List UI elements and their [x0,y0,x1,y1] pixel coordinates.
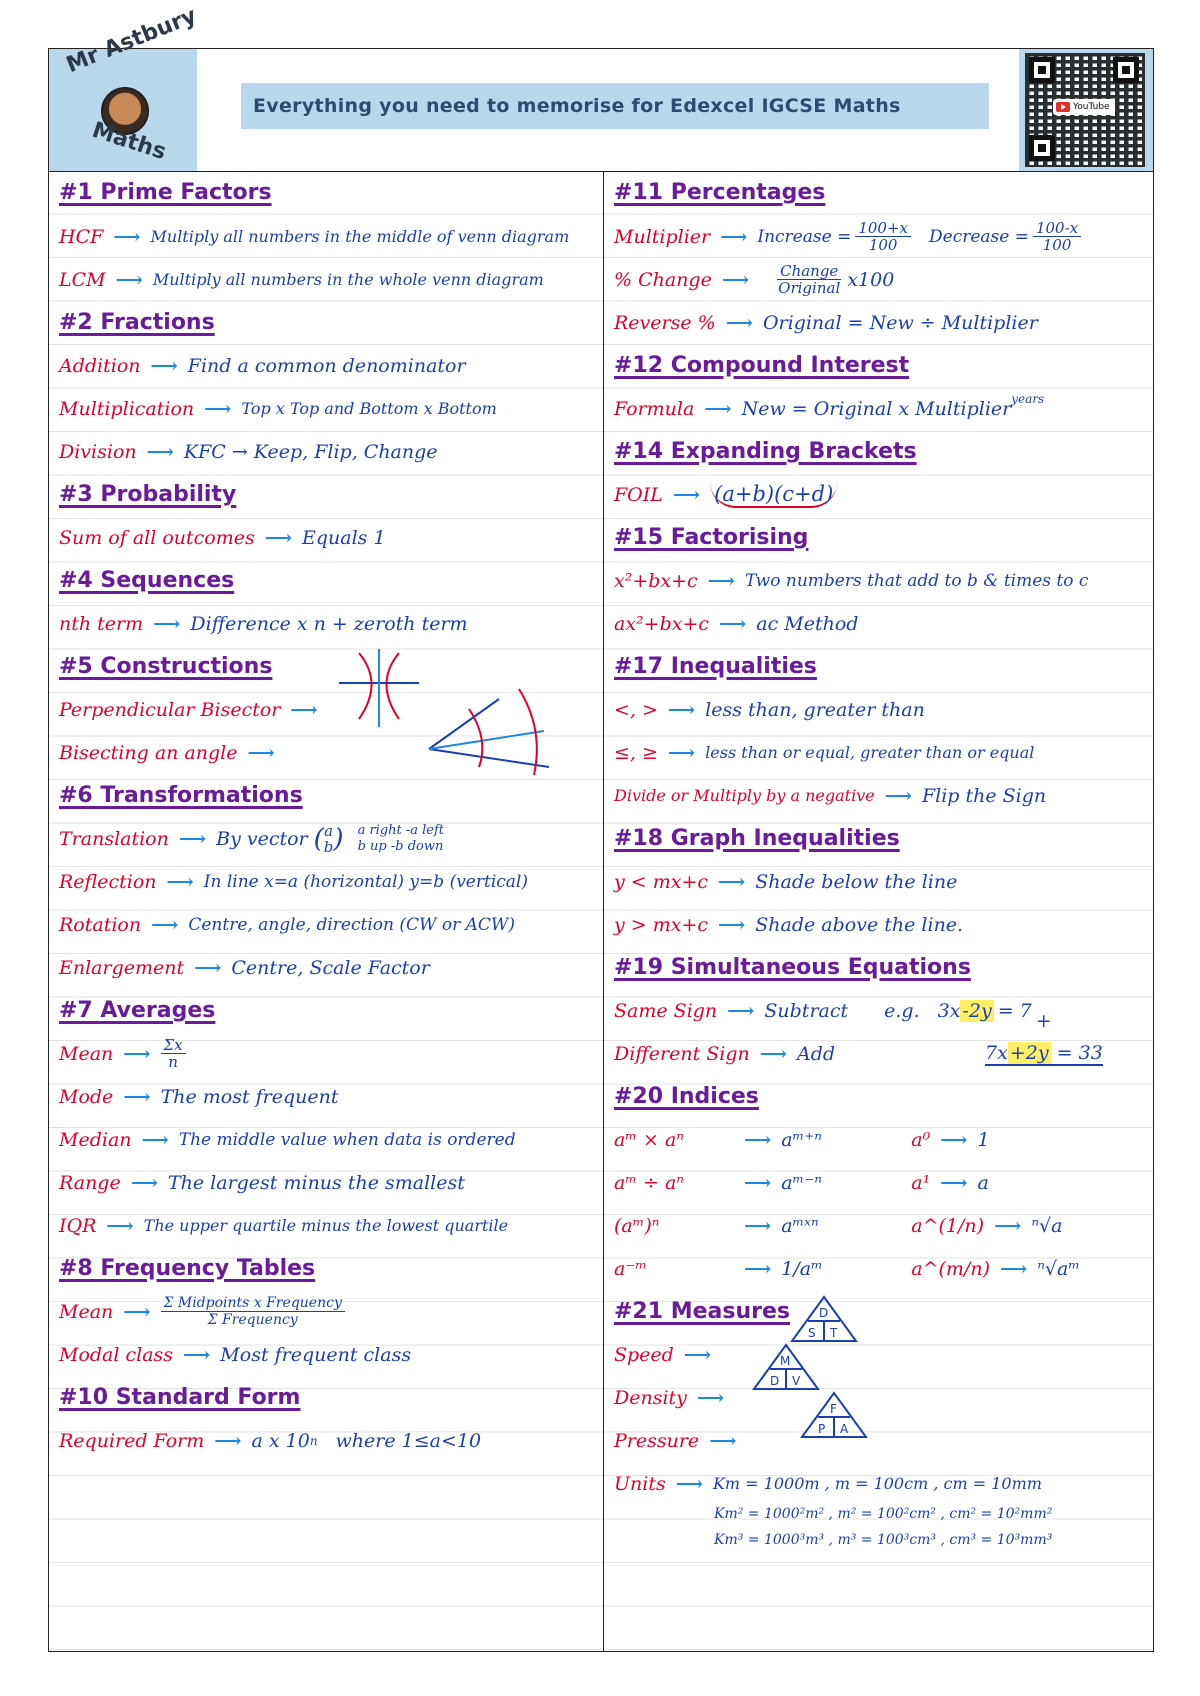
term: Required Form [59,1429,205,1452]
list-item [59,344,597,387]
section-heading [614,1075,1147,1118]
equation-term: -2y [962,999,992,1022]
list-item [59,1204,597,1247]
tri2-top: M [780,1354,791,1368]
logo-bottom-text: Maths [88,117,170,166]
definition: Add [797,1042,836,1065]
equation-term: 3x [937,999,961,1022]
list-item [59,516,597,559]
arrow-icon: ⟶ [721,268,750,291]
list-item [59,817,597,860]
term: Perpendicular Bisector [59,698,281,721]
term: ax²+bx+c [614,612,710,635]
term: a⁻ᵐ [614,1257,648,1280]
arrow-icon: ⟶ [290,698,318,721]
term: FOIL [614,483,663,506]
vector-bracket: ( [313,823,324,854]
heading-text: #6 Transformations [59,783,303,808]
list-item [614,989,1147,1032]
definition: Km³ = 1000³m³ , m³ = 100³cm³ , cm³ = 10³mm³ [714,1532,1053,1548]
arrow-icon: ⟶ [759,1042,787,1065]
definition: New = Original x Multiplier [741,397,1012,420]
note-line: a right -a left [357,822,445,838]
arrow-icon: ⟶ [675,1472,703,1495]
term: y > mx+c [614,913,709,936]
definition: aᵐ⁻ⁿ [781,1171,822,1194]
arrow-icon: ⟶ [718,913,746,936]
definition: aᵐ⁺ⁿ [781,1128,822,1151]
list-item [614,1032,1147,1075]
tri2-left: D [770,1374,780,1388]
term: Multiplication [59,397,195,420]
list-item [614,774,1147,817]
list-item [614,387,1147,430]
arrow-icon: ⟶ [709,1429,737,1452]
list-item [614,301,1147,344]
vector-bracket: ) [333,823,344,854]
fraction [855,220,911,253]
qr-eye-icon [1029,57,1055,83]
section-heading [614,430,1147,473]
definition: Centre, Scale Factor [231,956,430,979]
list-item [59,1161,597,1204]
numerator: Change [777,263,841,280]
qr-eye-icon [1113,57,1139,83]
term: Reverse % [614,311,716,334]
youtube-icon [1056,102,1070,112]
definition: Flip the Sign [921,784,1047,807]
term: a¹ [911,1171,931,1194]
heading-text: #4 Sequences [59,568,235,593]
logo-top-text: Mr Astbury [63,3,200,79]
list-item [614,258,1147,301]
definition: Km = 1000m , m = 100cm , cm = 10mm [712,1474,1042,1493]
definition: The middle value when data is ordered [178,1129,516,1150]
heading-text: #21 Measures [614,1299,790,1324]
arrow-icon: ⟶ [113,225,141,248]
arrow-icon: ⟶ [194,956,222,979]
denominator: Original [778,279,841,297]
section-heading [59,171,597,214]
term: Enlargement [59,956,185,979]
arrow-icon: ⟶ [166,870,194,893]
term: aᵐ ÷ aⁿ [614,1171,685,1194]
arrow-icon: ⟶ [153,612,181,635]
arrow-icon: ⟶ [683,1343,712,1366]
tri3-right: A [840,1422,849,1436]
heading-text: #19 Simultaneous Equations [614,955,971,980]
term: LCM [59,268,106,291]
definition: Multiply all numbers in the middle of venn diagram [150,227,570,246]
tri3-left: P [818,1422,826,1436]
arrow-icon: ⟶ [141,1128,169,1151]
arrow-icon: ⟶ [106,1214,134,1237]
arrow-icon: ⟶ [999,1257,1028,1280]
arrow-icon: ⟶ [667,698,696,721]
section-heading [59,774,597,817]
tri1-top: D [819,1306,829,1320]
arrow-icon: ⟶ [247,741,275,764]
section-heading [59,301,597,344]
arrow-icon: ⟶ [744,1128,772,1151]
heading-text: #8 Frequency Tables [59,1256,316,1281]
construction-diagram [329,649,569,779]
definition: Top x Top and Bottom x Bottom [241,399,497,418]
term: Same Sign [614,999,718,1022]
list-item [614,559,1147,602]
numerator: 100+x [855,220,911,237]
definition: a x 10 [251,1429,310,1452]
list-item [614,215,1147,258]
definition: ac Method [756,612,859,635]
page-title: Everything you need to memorise for Edexcel IGCSE Maths [253,95,901,117]
term: Speed [614,1343,674,1366]
list-item [59,1333,597,1376]
term: Median [59,1128,132,1151]
tri2-right: V [792,1374,801,1388]
arrow-icon: ⟶ [718,870,746,893]
arrow-icon: ⟶ [151,913,179,936]
heading-text: #15 Factorising [614,525,809,550]
definition: By vector [216,827,308,850]
term: Pressure [614,1429,700,1452]
list-item [59,387,597,430]
fraction [161,1295,345,1328]
definition: Difference x n + zeroth term [190,612,468,635]
term: Divide or Multiply by a negative [614,786,875,805]
term: Multiplier [614,225,711,248]
definition: ⁿ√aᵐ [1037,1257,1081,1280]
list-item [59,430,597,473]
definition: The upper quartile minus the lowest quartile [143,1216,509,1235]
term: Sum of all outcomes [59,526,255,549]
right-column [604,171,1153,1651]
section-heading [59,989,597,1032]
definition: Shade below the line [755,870,958,893]
formula-triangles [764,1295,884,1465]
term: x²+bx+c [614,569,698,592]
heading-text: #10 Standard Form [59,1385,301,1410]
arrow-icon: ⟶ [214,1429,242,1452]
definition: Find a common denominator [187,354,466,377]
arrow-icon: ⟶ [123,1085,151,1108]
heading-text: #20 Indices [614,1084,759,1109]
denominator: 100 [868,236,898,254]
equation-term: = 7 [997,999,1032,1022]
arrow-icon: ⟶ [720,225,748,248]
heading-text: #1 Prime Factors [59,180,272,205]
header [49,3,1153,172]
term: y < mx+c [614,870,709,893]
list-item [614,860,1147,903]
vector [324,823,334,855]
term: Different Sign [614,1042,750,1065]
logo [49,3,200,171]
term: Range [59,1171,121,1194]
term: ≤, ≥ [614,741,658,764]
numerator: Σ Midpoints x Frequency [161,1295,345,1312]
section-heading [614,817,1147,860]
list-item [614,688,1147,731]
list-item [59,946,597,989]
exponent: years [1011,391,1045,406]
equation-term: +2y [1009,1041,1049,1064]
term: Formula [614,397,695,420]
definition: (a+b)(c+d) [710,482,837,508]
list-item [59,215,597,258]
definition: Subtract [764,999,849,1022]
arrow-icon: ⟶ [264,526,292,549]
heading-text: #2 Fractions [59,310,215,335]
definition: ⁿ√a [1031,1214,1063,1237]
list-item [59,1419,597,1462]
equation-term: 7x [985,1041,1008,1064]
term: Reflection [59,870,157,893]
heading-text: #18 Graph Inequalities [614,826,900,851]
term: a⁰ [911,1128,931,1151]
list-item [59,602,597,645]
list-item [59,860,597,903]
definition: Centre, angle, direction (CW or ACW) [188,914,516,935]
term: Modal class [59,1343,174,1366]
denominator: Σ Frequency [207,1312,298,1328]
section-heading [59,473,597,516]
arrow-icon: ⟶ [725,311,753,334]
section-heading [59,559,597,602]
arrow-icon: ⟶ [940,1128,968,1151]
term: nth term [59,612,144,635]
list-item [59,903,597,946]
definition: Most frequent class [220,1343,412,1366]
numerator: 100-x [1033,220,1081,237]
definition: Multiply all numbers in the whole venn diagram [152,270,544,289]
arrow-icon: ⟶ [744,1214,772,1237]
arrow-icon: ⟶ [204,397,232,420]
youtube-label: YouTube [1073,102,1110,112]
list-item [614,1161,1147,1204]
definition: 1 [977,1128,990,1151]
arrow-icon: ⟶ [178,827,207,850]
revision-sheet [48,3,1154,1652]
arrow-icon: ⟶ [667,741,696,764]
section-heading [614,946,1147,989]
definition: 1/aᵐ [781,1257,823,1280]
arrow-icon: ⟶ [994,1214,1022,1237]
term: Units [614,1472,666,1495]
arrow-icon: ⟶ [707,569,735,592]
term: Translation [59,827,169,850]
arrow-icon: ⟶ [150,354,178,377]
denominator: n [168,1053,178,1071]
list-item [614,1247,1147,1290]
definition: Shade above the line. [755,913,964,936]
list-item [59,1118,597,1161]
term: Mean [59,1042,114,1065]
equation-term: = 33 [1056,1041,1103,1064]
section-heading [614,645,1147,688]
vector-bottom: b [323,837,334,856]
fraction [777,263,841,296]
section-heading [59,1247,597,1290]
youtube-badge [1053,99,1115,115]
list-item [59,258,597,301]
arrow-icon: ⟶ [884,784,912,807]
definition: Original = New ÷ Multiplier [762,311,1038,334]
example-label: e.g. [884,999,920,1022]
definition: aᵐˣⁿ [781,1214,819,1237]
arrow-icon: ⟶ [727,999,755,1022]
equation [985,1042,1103,1066]
list-item [614,473,1147,516]
denominator: 100 [1042,236,1072,254]
arrow-icon: ⟶ [183,1343,211,1366]
definition: Two numbers that add to b & times to c [744,570,1089,591]
definition: The largest minus the smallest [167,1171,465,1194]
term: Density [614,1386,687,1409]
arrow-icon: ⟶ [940,1171,968,1194]
tri1-left: S [808,1326,816,1340]
heading-text: #5 Constructions [59,654,273,679]
list-item [59,1075,597,1118]
definition: a [977,1171,989,1194]
list-item [614,1118,1147,1161]
definition: less than or equal, greater than or equal [705,743,1035,762]
exponent: n [309,1433,318,1448]
arrow-icon: ⟶ [115,268,143,291]
term: Division [59,440,137,463]
arrow-icon: ⟶ [123,1300,151,1323]
section-heading [59,1376,597,1419]
term: Rotation [59,913,142,936]
list-item [614,1204,1147,1247]
fraction [161,1037,186,1070]
vector-note [358,823,444,855]
arrow-icon: ⟶ [704,397,732,420]
arrow-icon: ⟶ [146,440,174,463]
numerator: Σx [161,1037,186,1054]
arrow-icon: ⟶ [130,1171,158,1194]
tri1-right: T [830,1326,838,1340]
heading-text: #3 Probability [59,482,237,507]
heading-text: #12 Compound Interest [614,353,910,378]
term: Bisecting an angle [59,741,238,764]
list-item [614,602,1147,645]
term: <, > [614,698,658,721]
heading-text: #11 Percentages [614,180,826,205]
term: (aᵐ)ⁿ [614,1214,660,1237]
term: Mean [59,1300,114,1323]
heading-text: #17 Inequalities [614,654,817,679]
section-heading [614,516,1147,559]
note-line: b up -b down [357,838,444,854]
heading-text: #7 Averages [59,998,216,1023]
vector-top: a [324,821,334,840]
definition: KFC → Keep, Flip, Change [183,440,438,463]
definition: In line x=a (horizontal) y=b (vertical) [203,871,528,892]
term: a^(m/n) [911,1257,990,1280]
term: IQR [59,1214,97,1237]
tri3-top: F [830,1402,837,1416]
arrow-icon: ⟶ [744,1257,772,1280]
list-item [59,1032,597,1075]
term: a^(1/n) [911,1214,985,1237]
term: aᵐ × aⁿ [614,1128,685,1151]
definition: Decrease = [929,226,1029,247]
operator: + [1035,1009,1052,1032]
arrow-icon: ⟶ [744,1171,772,1194]
list-item [614,903,1147,946]
definition: less than, greater than [705,698,925,721]
list-item [614,731,1147,774]
title-bar [241,83,989,129]
definition: Increase = [757,226,852,247]
definition: Km² = 1000²m² , m² = 100²cm² , cm² = 10²mm² [714,1506,1053,1522]
arrow-icon: ⟶ [696,1386,725,1409]
term: Addition [59,354,141,377]
section-heading [614,344,1147,387]
section-heading [614,171,1147,214]
left-column [49,171,604,1651]
term: Mode [59,1085,114,1108]
arrow-icon: ⟶ [719,612,747,635]
arrow-icon: ⟶ [123,1042,151,1065]
term: HCF [59,225,104,248]
term: % Change [614,268,712,291]
list-item [59,1290,597,1333]
qr-eye-icon [1029,135,1055,161]
definition: Equals 1 [302,526,386,549]
list-item [714,1525,1147,1555]
condition: where 1≤a<10 [335,1429,482,1452]
qr-code[interactable] [1019,49,1153,171]
heading-text: #14 Expanding Brackets [614,439,917,464]
arrow-icon: ⟶ [672,483,701,506]
definition: The most frequent [160,1085,339,1108]
fraction [1033,220,1081,253]
definition: x100 [847,268,895,291]
